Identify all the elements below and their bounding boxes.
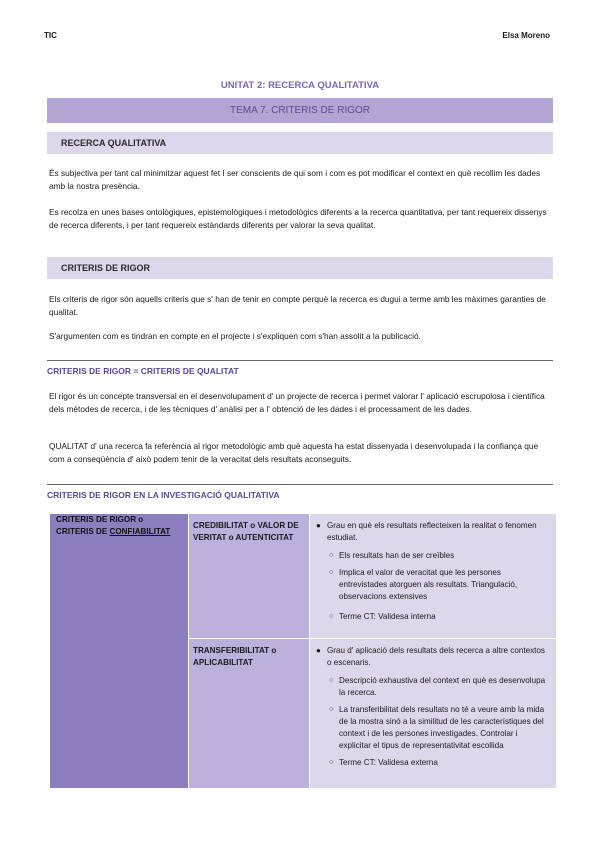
table-row	[50, 514, 557, 639]
unit-title: UNITAT 2: RECERCA QUALITATIVA	[220, 80, 380, 91]
section-heading-recerca: RECERCA QUALITATIVA	[47, 132, 553, 154]
list-item	[329, 757, 550, 769]
sub-bullet-text: La transferibilitat dels resultats no té a veure amb la mida de la mostra sinó a la similitud de les característiques del context i de les persones investigades. Controlar i explicitar el tipus de representativitat escollida	[339, 705, 545, 750]
list-item	[316, 645, 550, 669]
circle-bullet-icon: ○	[329, 759, 334, 766]
section1-paragraph-2: Es recolza en unes bases ontològiques, epistemològiques i metodològics diferents a la recerca quantitativa, per tant requereix dissenys de recerca diferents, i per tant requereix estàndards diferents per valorar la seva qualitat.	[49, 207, 547, 230]
divider-2	[47, 484, 553, 485]
sub-bullet-text: Els resultats han de ser creïbles	[339, 551, 455, 560]
divider-1	[47, 360, 553, 361]
list-item	[329, 611, 550, 623]
circle-bullet-icon: ○	[329, 569, 334, 576]
description-transferibilitat	[310, 639, 557, 789]
criteria-label-cell	[50, 514, 189, 789]
list-item	[316, 520, 550, 544]
criteria-table	[49, 513, 557, 789]
list-item	[329, 567, 550, 603]
circle-bullet-icon: ○	[329, 552, 334, 559]
header-left: TIC	[44, 31, 57, 40]
bullet-text: Grau d' aplicació dels resultats dels recerca a altre contextos o escenaris.	[327, 646, 545, 667]
bullet-icon: ●	[316, 521, 321, 530]
circle-bullet-icon: ○	[329, 677, 334, 684]
section3-paragraph-2: QUALITAT d' una recerca fa referència al rigor metodològic amb què aquesta ha estat dissenyada i desenvolupada i la confiança que com a conseqüència d' això podem tenir de la veracitat dels resultats aconseguits.	[49, 441, 539, 464]
list-item	[329, 704, 550, 752]
section2-paragraph-2: S'argumenten com es tindran en compte en el projecte i s'expliquen com s'han assolit a la publicació.	[49, 331, 421, 341]
bullet-icon: ●	[316, 646, 321, 655]
section-heading-criteris: CRITERIS DE RIGOR	[47, 257, 553, 279]
tema-title: TEMA 7. CRITERIS DE RIGOR	[47, 98, 553, 123]
criterion-transferibilitat: TRANSFERIBILITAT o APLICABILITAT	[189, 639, 310, 789]
criterion-credibilitat: CREDIBILITAT o VALOR DE VERITAT o AUTENTICITAT	[189, 514, 310, 639]
section2-paragraph-1: Els criteris de rigor són aquells criteris que s' han de tenir en compte perquè la recerca es dugui a terme amb les màximes garanties de qualitat.	[49, 294, 546, 317]
bullet-text: Grau en què els resultats reflecteixen la realitat o fenomen estudiat.	[327, 521, 537, 542]
sub-bullet-text: Terme CT: Validesa interna	[339, 612, 436, 621]
section3-paragraph-1: El rigor és un concepte transversal en el desenvolupament d' un projecte de recerca i permet valorar l' aplicació escrupolosa i científica dels mètodes de recerca, i de les tècniques d' anàlisi per a l' obtenció de les dades i el processament de les dades.	[49, 391, 545, 414]
criteria-label-underlined: CONFIABILITAT	[109, 527, 171, 536]
sub-bullet-text: Terme CT: Validesa externa	[339, 758, 438, 767]
section3-heading: CRITERIS DE RIGOR = CRITERIS DE QUALITAT	[47, 366, 239, 376]
description-credibilitat	[310, 514, 557, 639]
circle-bullet-icon: ○	[329, 706, 334, 713]
section1-paragraph-1: És subjectiva per tant cal minimitzar aquest fet I ser conscients de qui som i com es pot modificar el context en què recollim les dades amb la nostra presència.	[49, 168, 541, 191]
header-author: Elsa Moreno	[502, 31, 550, 40]
sub-bullet-text: Descripció exhaustiva del context en què es desenvolupa la recerca.	[339, 676, 546, 697]
list-item	[329, 550, 550, 562]
criteria-label-text: CRITERIS DE RIGOR o CRITERIS DE	[56, 515, 144, 536]
section4-heading: CRITERIS DE RIGOR EN LA INVESTIGACIÓ QUALITATIVA	[47, 490, 280, 500]
list-item	[329, 675, 550, 699]
sub-bullet-text: Implica el valor de veracitat que les persones entrevistades atorguen als resultats. Triangulació, observacions extensives	[339, 568, 518, 601]
circle-bullet-icon: ○	[329, 613, 334, 620]
